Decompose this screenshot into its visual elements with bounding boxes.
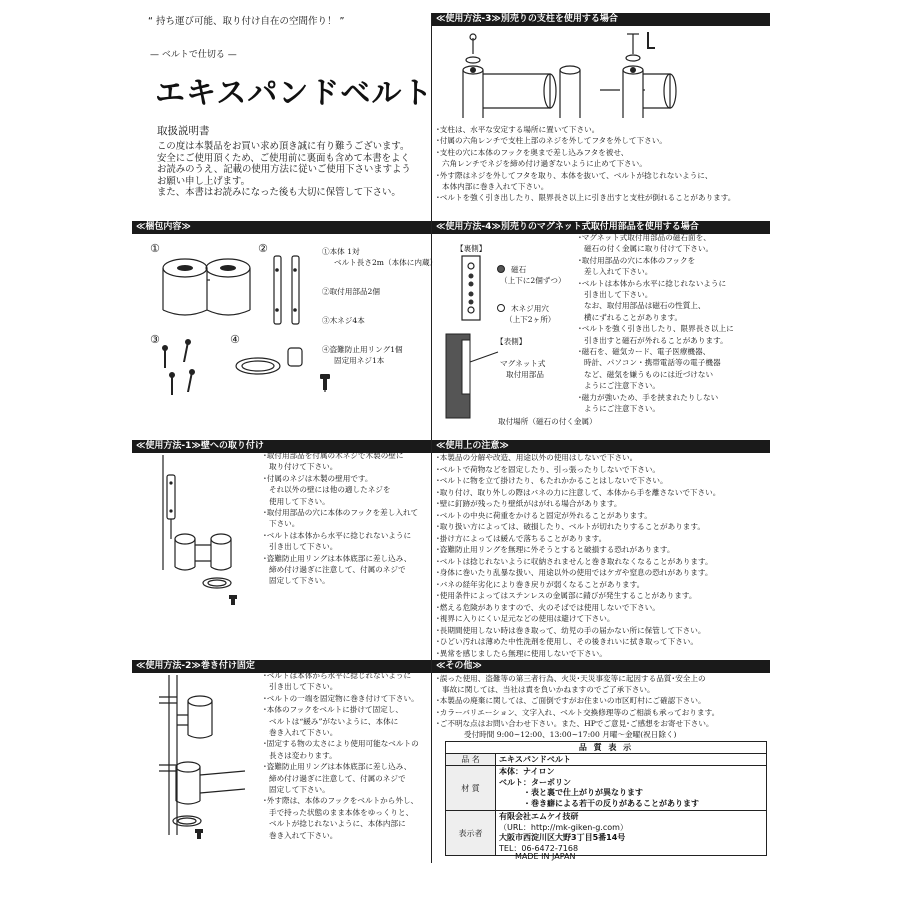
method1-line: ･取付用部品の穴に本体のフックを差し入れて [263, 508, 419, 518]
column-divider [431, 13, 432, 863]
part-label-1: マグネット式 [500, 359, 546, 368]
method1-header: ≪使用方法-1≫壁への取り付け [132, 440, 431, 453]
other-line: ･カラーバリエーション、文字入れ、ベルト交換修理等のご相談も承っております。 [436, 707, 720, 717]
pole-illustrations [440, 30, 770, 120]
method2-line: ベルトが捻じれないように、本体内部に [269, 819, 406, 829]
method4-line: なお、取付用部品は磁石の性質上、 [584, 301, 706, 311]
method3-text [436, 124, 735, 204]
caution-line: ･バネの経年劣化により巻き戻りが弱くなることがあります。 [436, 579, 645, 589]
intro-line: お願い申し上げます。 [157, 175, 250, 187]
method4-line: ･ベルトを強く引き出したり、限界長さ以上に [578, 324, 734, 334]
package-num-4: ④ [230, 333, 240, 346]
method4-line: ･マグネット式取付用部品の磁石面を、 [578, 233, 711, 242]
method3-header: ≪使用方法-3≫別売りの支柱を使用する場合 [432, 13, 770, 26]
method4-header: ≪使用方法-4≫別売りのマグネット式取付用部品を使用する場合 [432, 221, 770, 234]
method4-line: 磁石の付く金属に取り付けて下さい。 [584, 244, 714, 254]
method3-line: 本体内部に巻き入れて下さい。 [442, 182, 549, 192]
caution-line: ･ベルトは捻じれないように収納されませんと巻き取れなくなることがあります。 [436, 556, 713, 566]
made-in-label: MADE IN JAPAN [515, 852, 576, 861]
package-item: ベルト長さ2m（本体に内蔵） [334, 258, 438, 267]
method2-line: 引き出して下さい。 [269, 682, 338, 692]
magnet-label [500, 264, 566, 287]
caution-line: ･本製品の分解や改造、用途以外の使用はしないで下さい。 [436, 453, 638, 462]
method2-line: 手で持った状態のまま本体をゆっくりと、 [269, 807, 414, 817]
method4-line: ･磁力が強いため、手を挟まれたりしない [578, 392, 719, 402]
method2-header: ≪使用方法-2≫巻き付け固定 [132, 660, 431, 673]
caution-line: ･視界に入りにくい足元などの使用は避けて下さい。 [436, 614, 615, 623]
method3-line: ･ベルトを強く引き出したり、限界長さ以上に引き出すと支柱が倒れることがあります。 [436, 193, 736, 203]
caution-line: ･使用条件によってはステンレスの金属部に錆びが発生することがあります。 [436, 591, 697, 600]
screw-sub-text: （上下2ヶ所） [505, 315, 556, 325]
page-title: エキスパンドベルト [155, 76, 434, 111]
method1-illustration [155, 455, 265, 605]
other-line: ･誤った使用、盗難等の第三者行為、火災･天災事変等に起因する品質･安全上の [436, 674, 706, 683]
quality-table [445, 741, 767, 856]
material-line: 本体：ナイロン [499, 767, 555, 776]
name-value: エキスパンドベルト [496, 754, 767, 766]
method2-line: 巻き入れて下さい。 [269, 728, 338, 738]
package-item: 固定用ネジ1本 [334, 356, 385, 365]
method3-line: ･外す際はネジを外してフタを取り、本体を抜いて、ベルトが捻じれないように、 [436, 170, 713, 180]
screw-label-text: 木ネジ用穴 [511, 304, 549, 313]
material-line: ベルト：ターポリン [499, 777, 571, 787]
subtitle: — ベルトで仕切る — [150, 50, 237, 60]
method3-line: 六角レンチでネジを締め付け過ぎないように止めて下さい。 [442, 159, 647, 169]
caution-line: ･異常を感じましたら無理に使用しないで下さい。 [436, 648, 607, 658]
method2-text [263, 670, 419, 841]
method1-line: ･付属のネジは木製の壁用です。 [263, 473, 373, 483]
method4-line: ･磁石を、磁気カード、電子医療機器、 [578, 347, 711, 357]
other-text [436, 673, 719, 740]
material-line: ・巻き癖による若干の反りがあることがあります [523, 798, 699, 808]
method1-line: 取り付けて下さい。 [269, 462, 338, 472]
method4-line: ようにご注意下さい。 [584, 404, 660, 414]
package-header: ≪梱包内容≫ [132, 221, 431, 234]
maker-cell [496, 811, 767, 856]
method1-line: ･盗難防止用リングは本体底部に差し込み、 [263, 553, 412, 563]
maker-line: 有限会社エムケイ技研 [499, 812, 579, 821]
method2-line: 固定して下さい。 [269, 785, 330, 795]
method4-line: 横にずれることがあります。 [584, 312, 683, 322]
package-item: ④盗難防止用リング1個 [322, 345, 403, 354]
part-label-2: 取付用部品 [506, 370, 544, 380]
intro-line: この度は本製品をお買い求め頂き誠に有り難うございます。 [157, 141, 410, 152]
caution-line: ･盗難防止用リングを無理に外そうとすると破損する恐れがあります。 [436, 545, 675, 554]
magnet-sub-text: （上下に2個ずつ） [500, 276, 566, 286]
other-line: ･本製品の廃棄に関しては、ご面倒ですがお住まいの市区町村にご確認下さい。 [436, 696, 706, 706]
caution-line: ･身体に巻いたり乱暴な扱い、用途以外の使用ではケガや窒息の恐れがあります。 [436, 568, 713, 577]
method3-line: ･付属の六角レンチで支柱上部のネジを外してフタを外して下さい。 [436, 136, 667, 146]
method4-line: 差し入れて下さい。 [584, 267, 653, 277]
method3-line: ･支柱の穴に本体のフックを奥まで差し込みフタを被せ、 [436, 147, 629, 157]
intro-line: 安全にご使用頂くため、ご使用前に裏面も含めて本書をよく [157, 152, 410, 164]
package-item: ③木ネジ4本 [322, 316, 365, 325]
method2-illustration [155, 675, 265, 845]
method1-line: 締め付け過ぎに注意して、付属のネジで [269, 565, 406, 575]
other-line: 受付時間 9:00~12:00、13:00~17:00 月曜～金曜(祝日除く) [464, 730, 677, 740]
caution-line: ･ベルトに物を立て掛けたり、もたれかかることはしないで下さい。 [436, 476, 668, 485]
method1-text [263, 450, 418, 587]
material-line: ・表と裏で仕上がりが異なります [523, 788, 643, 797]
other-header: ≪その他≫ [432, 660, 770, 673]
method4-text [578, 232, 734, 415]
legend-markers [496, 264, 508, 314]
place-label: 取付場所（磁石の付く金属） [498, 417, 597, 426]
caution-line: ･ベルトの中央に荷重をかけると固定が外れることがあります。 [436, 510, 652, 520]
method1-line: それ以外の壁には他の適したネジを [269, 485, 391, 495]
method2-line: ･盗難防止用リングは本体底部に差し込み、 [263, 762, 412, 772]
maker-label: 表示者 [446, 811, 496, 856]
package-illustrations [150, 250, 320, 415]
cautions-list [436, 452, 720, 659]
front-side-label: 【表側】 [496, 337, 527, 346]
package-list [322, 246, 437, 366]
cautions-header: ≪使用上の注意≫ [432, 440, 770, 453]
method4-line: など、磁気を嫌うものには近づけない [584, 369, 714, 379]
method2-line: ･ベルトは本体から水平に捻じれないように [263, 671, 412, 680]
tagline: “ 持ち運び可能、取り付け自在の空間作り！ ” [148, 16, 345, 27]
maker-line: （URL：http://mk-giken-g.com） [499, 822, 628, 832]
method4-line: 時計、パソコン・携帯電話等の電子機器 [584, 358, 721, 368]
material-cell [496, 766, 767, 811]
package-item: ②取付用部品2個 [322, 287, 380, 296]
intro-line: お読みのうえ、記載の使用方法に従いご使用下さいますよう [157, 164, 411, 176]
method4-line: 引き出すと磁石が外れることがあります。 [584, 335, 728, 345]
caution-line: ･ベルトで荷物などを固定したり、引っ張ったりしないで下さい。 [436, 464, 661, 474]
method4-line: 引き出して下さい。 [584, 290, 653, 300]
back-side-label: 【裏側】 [456, 244, 487, 253]
method2-line: 締め付け過ぎに注意して、付属のネジで [269, 773, 406, 783]
method2-line: ･ベルトの一端を固定物に巻き付けて下さい。 [263, 693, 419, 703]
method1-line: 使用して下さい。 [269, 496, 330, 506]
method2-line: ベルトは“緩み”がないように、本体に [269, 716, 399, 726]
package-item: ①本体 1対 [322, 247, 360, 256]
method1-line: ･取付用部品を付属の木ネジで木製の壁に [263, 451, 404, 460]
magnet-label-text: 磁石 [511, 265, 527, 274]
intro-paragraph [157, 141, 411, 199]
method2-line: ･外す際は、本体のフックをベルトから外し、 [263, 796, 419, 806]
other-line: 事故に関しては、当社は責を負いかねますのでご了承下さい。 [442, 685, 655, 695]
caution-line: ･ひどい汚れは薄めた中性洗剤を使用し、その後きれいに拭き取って下さい。 [436, 637, 698, 646]
maker-line: 大阪市西淀川区大野3丁目5番14号 [499, 833, 626, 842]
other-line: ･ご不明な点はお問い合わせ下さい。また、HPでご意見･ご感想をお寄せ下さい。 [436, 718, 714, 728]
caution-line: ･長期間使用しない時は巻き取って、幼児の手の届かない所に保管して下さい。 [436, 625, 706, 635]
method4-line: ･ベルトは本体から水平に捻じれないように [578, 278, 727, 288]
caution-line: ･取り付け、取り外しの際はバネの力に注意して、本体から手を離さないで下さい。 [436, 487, 721, 497]
method1-line: 固定して下さい。 [269, 576, 330, 586]
maker-line: TEL：06-6472-7168 [499, 843, 579, 853]
method4-line: ･取付用部品の穴に本体のフックを [578, 255, 696, 265]
manual-heading: 取扱説明書 [157, 125, 210, 137]
caution-line: ･掛け方によっては緩んで落ちることがあります。 [436, 533, 607, 543]
method2-line: 巻き入れて下さい。 [269, 830, 338, 840]
method3-line: ･支柱は、水平な安定する場所に置いて下さい。 [436, 125, 600, 134]
method1-line: 引き出して下さい。 [269, 542, 338, 552]
intro-line: また、本書はお読みになった後も大切に保管して下さい。 [157, 187, 401, 199]
caution-line: ･壁に釘跡が残ったり壁紙がはがれる場合があります。 [436, 499, 622, 508]
material-label: 材 質 [446, 766, 496, 811]
package-num-1: ① [150, 242, 160, 255]
package-num-3: ③ [150, 333, 160, 346]
caution-line: ･燃える危険がありますので、火のそばでは使用しないで下さい。 [436, 602, 660, 612]
method1-line: ･ベルトは本体から水平に捻じれないように [263, 530, 412, 540]
package-num-2: ② [258, 242, 268, 255]
name-label: 品 名 [446, 754, 496, 766]
part-label [500, 358, 546, 381]
method1-line: 下さい。 [269, 519, 300, 529]
quality-title: 品 質 表 示 [446, 742, 767, 754]
method2-line: ･固定する物の太さにより使用可能なベルトの [263, 739, 419, 749]
screw-hole-label [505, 303, 556, 326]
method4-line: ようにご注意下さい。 [584, 381, 660, 391]
method2-line: ･本体のフックをベルトに掛けて固定し、 [263, 705, 403, 715]
caution-line: ･取り扱い方によっては、破損したり、ベルトが切れたりすることがあります。 [436, 522, 705, 531]
method2-line: 長さは変わります。 [269, 750, 337, 760]
